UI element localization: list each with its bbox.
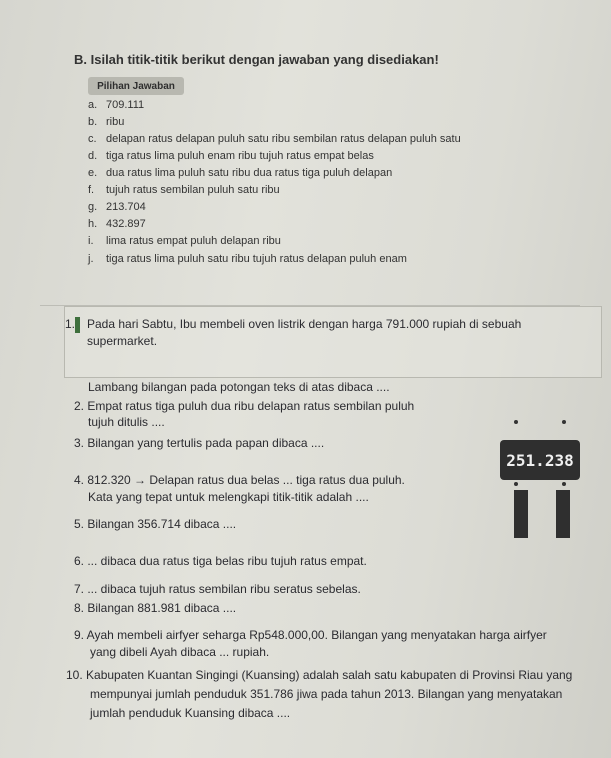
board-dot [562,420,566,424]
q7-text: 7. ... dibaca tujuh ratus sembilan ribu seratus sebelas. [74,582,361,596]
q4-line2: Kata yang tepat untuk melengkapi titik-titik adalah .... [88,490,369,504]
q2-line1: 2. Empat ratus tiga puluh dua ribu delapan ratus sembilan puluh [74,399,415,413]
option-label: c. [88,133,97,145]
option-label: a. [88,99,98,111]
q1-followup: Lambang bilangan pada potongan teks di atas dibaca .... [88,380,390,394]
option-label: d. [88,150,98,162]
option-text: 432.897 [106,218,146,230]
board-dot [562,482,566,486]
board-dot [514,420,518,424]
option-text: tiga ratus lima puluh enam ribu tujuh ratus empat belas [106,150,374,162]
option-j [88,253,407,265]
option-h [88,218,146,230]
option-text: tujuh ratus sembilan puluh satu ribu [106,184,280,196]
q9-line2: yang dibeli Ayah dibaca ... rupiah. [90,645,270,659]
section-heading: B. Isilah titik-titik berikut dengan jawaban yang disediakan! [74,52,439,67]
option-c [88,133,461,145]
choices-title: Pilihan Jawaban [88,77,184,95]
option-text: tiga ratus lima puluh satu ribu tujuh ratus delapan puluh enam [106,253,407,265]
q4-line1: 4. 812.320 → Delapan ratus dua belas ... tiga ratus dua puluh. [74,473,405,487]
q1-line1: Pada hari Sabtu, Ibu membeli oven listrik dengan harga 791.000 rupiah di sebuah [87,317,522,331]
option-text: ribu [106,116,125,128]
option-text: 213.704 [106,201,146,213]
option-b [88,116,124,128]
option-i [88,235,281,247]
question-1-box [64,306,602,378]
accent-bar [75,317,80,333]
option-text: 709.111 [106,99,145,111]
option-label: e. [88,167,98,179]
q3-text: 3. Bilangan yang tertulis pada papan dibaca .... [74,436,325,450]
q6-text: 6. ... dibaca dua ratus tiga belas ribu tujuh ratus empat. [74,554,367,568]
option-label: j. [88,253,94,265]
option-label: g. [88,201,98,213]
option-f [88,184,280,196]
q2-line2: tujuh ditulis .... [88,415,165,429]
option-text: lima ratus empat puluh delapan ribu [106,235,281,247]
option-e [88,167,392,179]
option-label: h. [88,218,98,230]
option-text: dua ratus lima puluh satu ribu dua ratus tiga puluh delapan [106,167,393,179]
option-text: delapan ratus delapan puluh satu ribu sembilan ratus delapan puluh satu [106,133,461,145]
option-label: f. [88,184,95,196]
board-number: 251.238 [500,440,580,480]
option-label: i. [88,235,94,247]
q10-line3: jumlah penduduk Kuansing dibaca .... [90,706,291,720]
q10-line1: 10. Kabupaten Kuantan Singingi (Kuansing) adalah salah satu kabupaten di Provinsi Riau yang [66,668,573,682]
option-g [88,201,146,213]
board-dot [514,482,518,486]
q5-text: 5. Bilangan 356.714 dibaca .... [74,517,237,531]
q9-line1: 9. Ayah membeli airfyer seharga Rp548.000,00. Bilangan yang menyatakan harga airfyer [74,628,547,642]
q1-number: 1. [65,317,76,331]
q1-line2: supermarket. [87,334,158,348]
q8-text: 8. Bilangan 881.981 dibaca .... [74,601,237,615]
board-post-right [556,490,570,538]
option-d [88,150,374,162]
q10-line2: mempunyai jumlah penduduk 351.786 jiwa pada tahun 2013. Bilangan yang menyatakan [90,687,563,701]
option-a [88,99,144,111]
board-post-left [514,490,528,538]
option-label: b. [88,116,98,128]
